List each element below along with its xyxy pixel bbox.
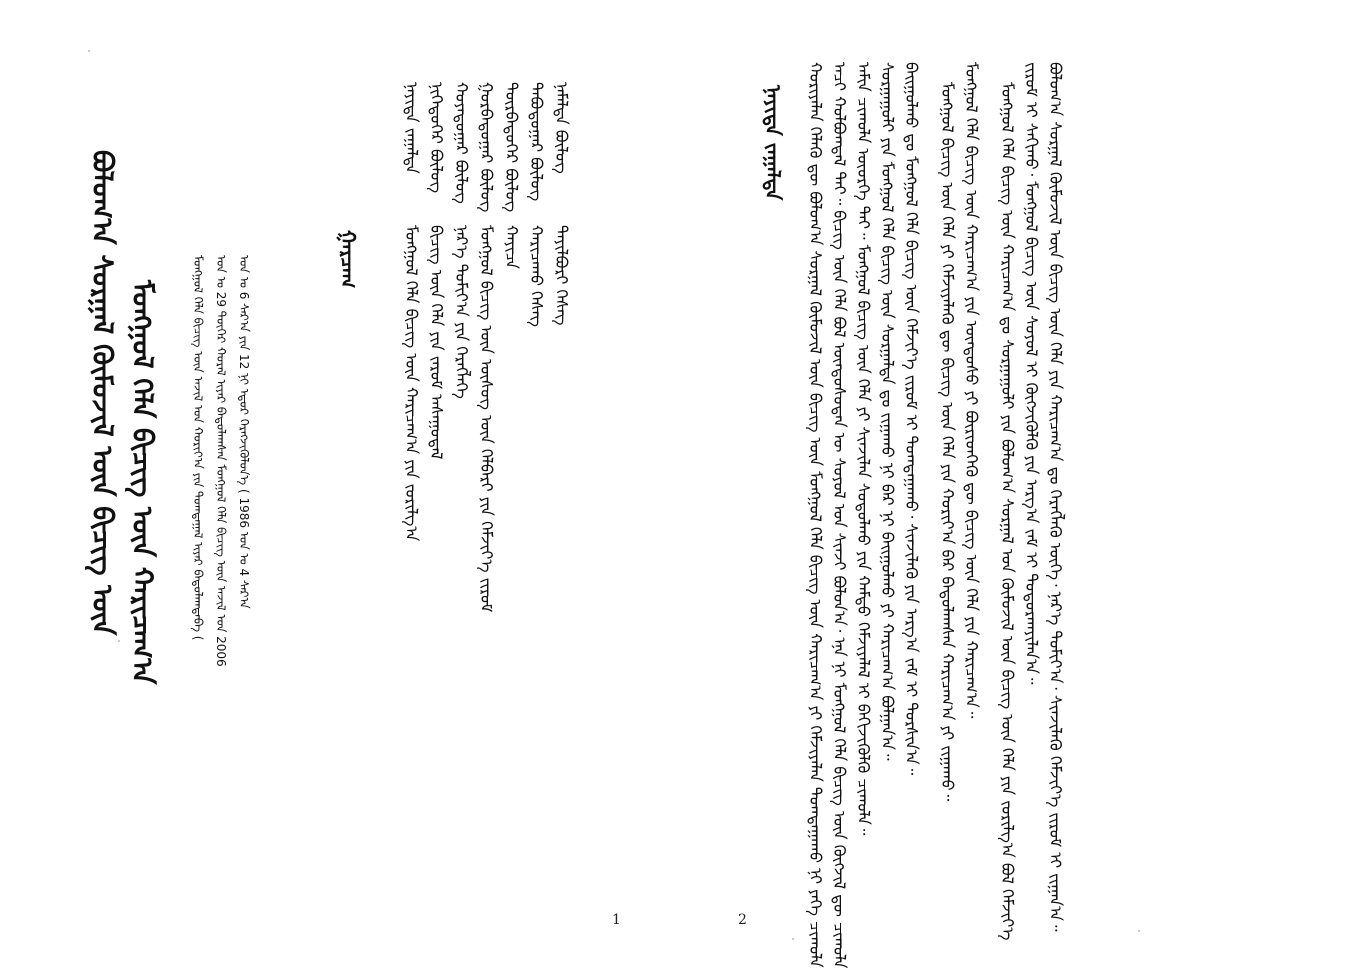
contents-item-4-title[interactable]: ᠭᠤᠷᠪᠠᠳᠤᠭᠠᠷ ᠪᠦᠯᠦᠭ xyxy=(477,82,496,213)
contents-item-5-title[interactable]: ᠳᠥᠷᠪᠡᠳᠦᠭᠡᠷ ᠪᠦᠯᠦᠭ xyxy=(502,82,521,213)
scan-speck xyxy=(1138,930,1140,932)
paragraph-1-line-3: ᠠᠮᠢᠨ ᠴᠢᠬᠤᠯᠠ ᠦᠦᠷᠭᠡ ᠲᠠᠢ᠃ ᠮᠣᠩᠭᠣᠯ ᠪᠢᠴᠢᠭ ᠦᠨ ᠬᠡᠯᠡ ᠶᠢ ᠰᠢᠨᠵᠢᠯᠡᠨ ᠰᠤᠳᠤᠯᠬᠤ ᠶᠢᠨ ᠬᠠᠮᠲᠤ ᠬᠡᠮᠵᠢᠶᠡᠯᠡᠯ ᠢ ᠪᠡᠬᠢᠵᠢᠭᠦᠯᠬᠦ ᠴᠢᠬᠤᠯᠠ᠃ xyxy=(854,62,873,836)
contents-item-2-title[interactable]: ᠨᠢᠭᠡᠳᠦᠭᠡᠷ ᠪᠦᠯᠦᠭ xyxy=(427,82,446,194)
contents-heading: ᠭᠠᠷᠴᠠᠭ xyxy=(336,230,360,289)
paragraph-1-line-1: ᠬᠣᠷᠢᠶᠠᠯᠠᠨ ᠬᠡᠯᠡᠬᠦ ᠳᠦ ᠪᠣᠯᠤᠭ᠎ᠠ ᠰᠤᠷᠭᠠᠯ ᠬᠦᠮᠦᠵᠢᠯ ᠦᠨ ᠪᠢᠴᠢᠭ ᠦᠨ ᠮᠣᠩᠭᠣᠯ ᠬᠡᠯᠡ ᠪᠢᠴᠢᠭ ᠦᠨ ᠬᠠᠷᠢᠴᠠᠭ᠎ᠠ ᠶᠢ ᠬᠡᠮᠵᠢᠶᠡᠯᠡᠨ ᠲᠣᠭᠲᠠᠭᠠᠬᠤ ᠨᠢ ᠶᠡᠬᠡ ᠴᠢᠬᠤᠯᠠ xyxy=(806,62,825,968)
contents-item-7-title[interactable]: ᠨᠡᠮᠡᠯᠲᠡ ᠪᠦᠯᠦᠭ xyxy=(552,82,571,174)
scan-speck xyxy=(88,50,90,52)
contents-item-2-desc: ᠪᠢᠴᠢᠭ ᠦᠨ ᠬᠡᠯᠡ ᠶᠢᠨ ᠵᠠᠷᠣᠮ ᠠᠰᠠᠭᠤᠳᠠᠯ xyxy=(427,225,446,460)
paragraph-3-line-1: ᠮᠣᠩᠭᠣᠯ ᠬᠡᠯᠡ ᠪᠢᠴᠢᠭ ᠦᠨ ᠬᠠᠷᠢᠴᠠᠭ᠎ᠠ ᠳᠤ ᠰᠤᠷᠭᠠᠭᠤᠯᠢ ᠶᠢᠨ ᠪᠣᠯᠤᠭ᠎ᠠ ᠰᠤᠷᠭᠠᠯ ᠤᠨ ᠬᠦᠮᠦᠵᠢᠯ ᠦᠨ ᠪᠢᠴᠢᠭ ᠦᠨ ᠬᠡᠯᠡ ᠶᠢᠨ ᠵᠣᠷᠢᠯᠭ᠎ᠠ ᠪᠣᠯ ᠬᠡᠮᠵᠢᠶ᠎ᠡ xyxy=(998,82,1017,941)
contents-item-3-title[interactable]: ᠬᠣᠶᠠᠳᠤᠭᠠᠷ ᠪᠦᠯᠦᠭ xyxy=(452,82,471,204)
scan-speck xyxy=(792,938,794,940)
page-number-left: 1 xyxy=(612,912,621,928)
title-line-1: ᠪᠣᠯᠤᠭ᠎ᠠ ᠰᠤᠷᠭᠠᠯ ᠬᠦᠮᠦᠵᠢᠯ ᠦᠨ ᠪᠢᠴᠢᠭ ᠦᠨ xyxy=(86,150,119,636)
contents-item-5-desc: ᠬᠠᠶᠢᠴᠠ xyxy=(502,225,521,270)
contents-item-1-title[interactable]: ᠨᠡᠶᠢᠲᠡ ᠵᠠᠭᠠᠯᠲᠠ xyxy=(402,82,421,174)
paragraph-2-line-1: ᠮᠣᠩᠭᠣᠯ ᠪᠢᠴᠢᠭ ᠦᠨ ᠬᠡᠯᠡ ᠶᠢ ᠬᠡᠮᠵᠢᠶᠡᠯᠡᠬᠦ ᠳᠦ ᠪᠢᠴᠢᠭ ᠦᠨ ᠬᠡᠯᠡ ᠶᠢᠨ ᠬᠣᠷᠢᠶ᠎ᠠ ᠪᠠᠷ ᠪᠠᠲᠤᠯᠠᠭᠰᠠᠨ ᠬᠠᠷᠢᠴᠠᠭ᠎ᠠ ᠶᠢ ᠵᠢᠭᠠᠬᠤ᠃ xyxy=(938,82,957,802)
title-line-2: ᠮᠣᠩᠭᠣᠯ ᠬᠡᠯᠡ ᠪᠢᠴᠢᠭ ᠦᠨ ᠬᠠᠷᠢᠴᠠᠭ᠎ᠠ xyxy=(126,280,159,685)
left-page xyxy=(0,0,677,950)
note-line-1: ᠮᠣᠩᠭᠣᠯ ᠬᠡᠯᠡ ᠪᠢᠴᠢᠭ ᠦᠨ ᠠᠵᠢᠯ ᠤᠨ ᠬᠣᠷᠢᠶ᠎ᠠ ᠶᠢᠨ ᠲᠣᠭᠲᠠᠭᠠᠯ ᠢᠶᠠᠷ ᠪᠠᠲᠤᠯᠠᠭᠳᠠᠪᠠ ( xyxy=(191,255,205,641)
contents-item-6-title[interactable]: ᠲᠠᠪᠤᠳᠤᠭᠠᠷ ᠪᠦᠯᠦᠭ xyxy=(527,82,546,202)
paragraph-2-line-2: ᠮᠣᠩᠭᠣᠯ ᠬᠡᠯᠡ ᠪᠢᠴᠢᠭ ᠦᠨ ᠬᠠᠷᠢᠴᠠᠭ᠎ᠠ ᠶᠢᠨ ᠦᠨᠳᠦᠰᠦ ᠶᠢ ᠪᠦᠷᠢᠳᠬᠡᠬᠦ ᠳᠦ ᠪᠢᠴᠢᠭ ᠦᠨ ᠬᠡᠯᠡ ᠶᠢᠨ ᠬᠠᠷᠢᠴᠠᠭ᠎ᠠ᠃ xyxy=(962,62,981,719)
contents-item-7-desc: ᠲᠠᠶᠢᠯᠪᠤᠷᠢ ᠬᠡᠰᠡᠭ xyxy=(552,225,571,326)
contents-item-3-desc: ᠨᠡᠷ᠎ᠡ ᠲᠣᠮᠢᠶ᠎ᠠ ᠶᠢᠨ ᠬᠡᠷᠡᠭᠯᠡᠭᠡ xyxy=(452,225,471,399)
note-line-2: ᠣᠨ ᠤ 29 ᠳᠦᠭᠡᠷ ᠬᠤᠷᠠᠯ ᠢᠶᠠᠷ ᠪᠠᠲᠤᠯᠠᠭᠰᠠᠨ ᠮᠣᠩᠭᠣᠯ ᠬᠡᠯᠡ ᠪᠢᠴᠢᠭ ᠦᠨ ᠠᠵᠢᠯ ᠤᠨ 2006 xyxy=(214,255,228,667)
paragraph-3-line-3: ᠪᠣᠯᠤᠭ᠎ᠠ ᠰᠤᠷᠭᠠᠯ ᠬᠦᠮᠦᠵᠢᠯ ᠦᠨ ᠪᠢᠴᠢᠭ ᠦᠨ ᠬᠡᠯᠡ ᠶᠢᠨ ᠬᠠᠷᠢᠴᠠᠭ᠎ᠠ ᠳᠤ ᠬᠡᠷᠡᠭᠯᠡᠬᠦ ᠦᠭᠡ᠂ ᠨᠡᠷ᠎ᠡ ᠲᠣᠮᠢᠶ᠎ᠠ᠂ ᠰᠢᠨᠵᠢᠯᠡᠬᠦ ᠬᠡᠮᠵᠢᠶ᠎ᠡ ᠵᠢᠷᠤᠮ ᠢ ᠵᠢᠭᠠᠨ᠎ᠠ᠃ xyxy=(1046,62,1065,932)
scan-speck xyxy=(118,640,120,642)
paragraph-3-line-2: ᠵᠢᠷᠤᠮ ᠢ ᠰᠠᠬᠢᠬᠤ᠂ ᠮᠣᠩᠭᠣᠯ ᠪᠢᠴᠢᠭ ᠦᠨ ᠰᠣᠶᠣᠯ ᠢ ᠬᠥᠭᠵᠢᠭᠦᠯᠬᠦ ᠶᠢᠨ ᠠᠷᠭ᠎ᠠ ᠵᠠᠮ ᠢ ᠲᠣᠳᠣᠷᠬᠠᠶᠢᠯᠠᠨ᠎ᠠ᠃ xyxy=(1022,62,1041,685)
right-page xyxy=(677,0,1355,968)
contents-item-1-desc: ᠮᠣᠩᠭᠣᠯ ᠬᠡᠯᠡ ᠪᠢᠴᠢᠭ ᠦᠨ ᠬᠠᠷᠢᠴᠠᠭ᠎ᠠ ᠶᠢᠨ ᠵᠣᠷᠢᠯᠭ᠎ᠠ xyxy=(402,225,421,542)
paragraph-1-line-5: ᠪᠠᠢᠭᠤᠯᠬᠤ ᠳᠤ ᠮᠣᠩᠭᠣᠯ ᠬᠡᠯᠡ ᠪᠢᠴᠢᠭ ᠦᠨ ᠬᠡᠮᠵᠢᠶ᠎ᠡ ᠵᠢᠷᠤᠮ ᠢ ᠲᠣᠭᠲᠠᠭᠠᠬᠤ᠂ ᠰᠢᠨᠵᠢᠯᠡᠬᠦ ᠶᠢᠨ ᠠᠷᠭ᠎ᠠ ᠵᠠᠮ ᠢ ᠲᠤᠷᠰᠢᠨ᠎ᠠ᠃ xyxy=(902,62,921,776)
paragraph-1-line-2: ᠠᠴᠢ ᠬᠣᠯᠪᠣᠭᠳᠠᠯ ᠲᠠᠢ᠃ ᠪᠢᠴᠢᠭ ᠦᠨ ᠬᠡᠯᠡ ᠪᠣᠯ ᠦᠨᠳᠦᠰᠦᠲᠡᠨ ᠦ ᠰᠣᠶᠣᠯ ᠤᠨ ᠰᠢᠨᠵᠢ ᠪᠣᠯᠤᠨ᠎ᠠ᠂ ᠡᠨᠡ ᠨᠢ ᠮᠣᠩᠭᠣᠯ ᠬᠡᠯᠡ ᠪᠢᠴᠢᠭ ᠦᠨ ᠬᠥᠭᠵᠢᠯ ᠳᠦ ᠴᠢᠬᠤᠯᠠ xyxy=(830,62,849,968)
paragraph-1-line-4: ᠰᠤᠷᠭᠠᠭᠤᠯᠢ ᠶᠢᠨ ᠮᠣᠩᠭᠣᠯ ᠬᠡᠯᠡ ᠪᠢᠴᠢᠭ ᠦᠨ ᠰᠤᠷᠭᠠᠯᠲᠠ ᠳᠤ ᠵᠢᠭᠠᠬᠤ ᠨᠢ ᠪᠠᠷ ᠨᠢ ᠪᠠᠢᠭᠤᠯᠬᠤ ᠶᠢ ᠬᠠᠷᠢᠴᠠᠭ᠎ᠠ ᠪᠤᠯᠭᠠᠨ᠎ᠠ᠃ xyxy=(878,62,897,761)
contents-item-4-desc: ᠮᠣᠩᠭᠣᠯ ᠪᠢᠴᠢᠭ ᠦᠨ ᠦᠰᠦᠭ ᠦᠨ ᠬᠡᠯᠪᠡᠷᠢ ᠶᠢᠨ ᠬᠡᠮᠵᠢᠶ᠎ᠡ ᠵᠢᠷᠤᠮ xyxy=(477,225,496,613)
note-line-3: ᠣᠨ ᠤ 6 ᠰᠠᠷ᠎ᠠ ᠶᠢᠨ 12 ᠨᠢ ᠡᠳᠦᠷ ᠬᠡᠷᠡᠭᠵᠢᠭᠦᠯᠦᠨ᠎ᠡ ( 1986 ᠣᠨ ᠤ 4 ᠰᠠᠷ᠎ᠠ xyxy=(237,255,251,609)
preface-heading: ᠨᠡᠶᠢᠲᠡ ᠵᠠᠭᠠᠯᠲᠠ xyxy=(761,85,785,201)
page-number-right: 2 xyxy=(738,912,747,928)
contents-item-6-desc: ᠬᠠᠷᠢᠴᠠᠬᠤ ᠬᠡᠰᠡᠭ xyxy=(527,225,546,327)
